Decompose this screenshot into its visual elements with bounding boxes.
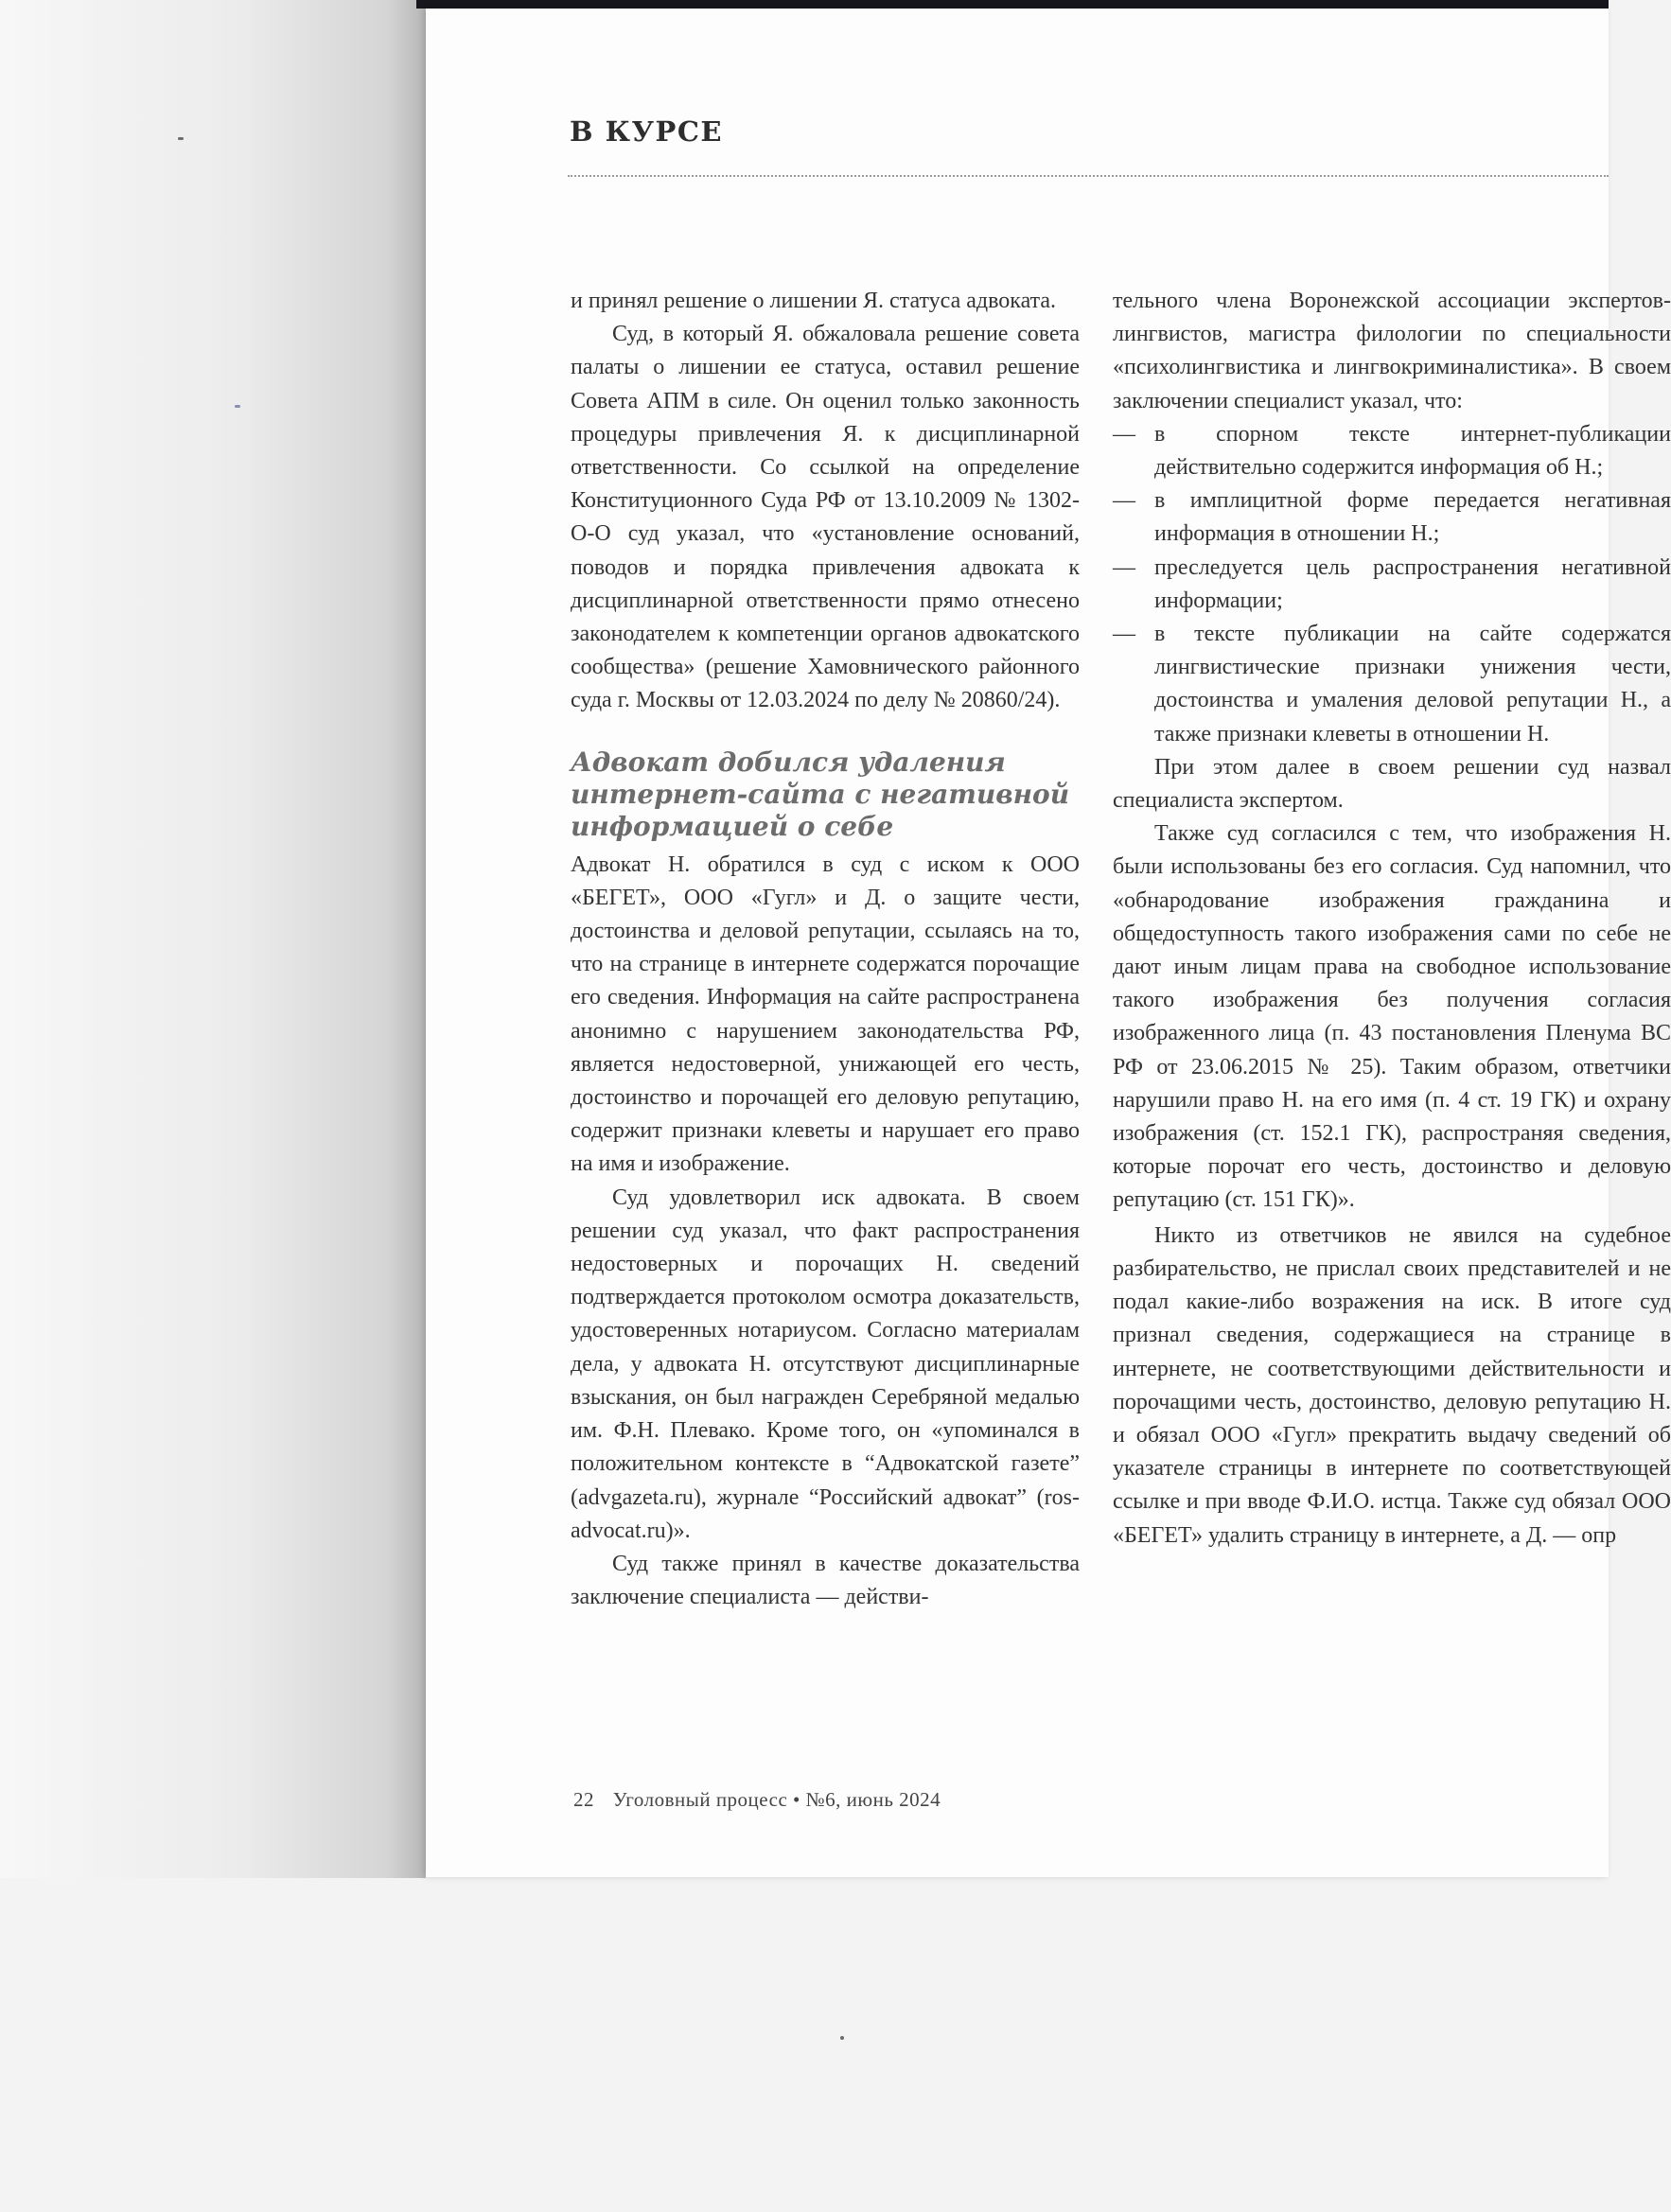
book-spine-shadow: [0, 0, 426, 1878]
paragraph: Также суд согласился с тем, что изображения Н. были использованы без его согласия. Суд напомнил, что «обнародование изображения гражданина и общедоступность такого изображения сами по себе не дают иным лицам права на свободное использование такого изображения без получения согласия изображенного лица (п. 43 постановления Пленума ВС РФ от 23.06.2015 № 25). Таким образом, ответчики нарушили право Н. на его имя (п. 4 ст. 19 ГК) и охрану изображения (ст. 152.1 ГК), распространяя сведения, которые порочат его честь, достоинство и деловую репутацию (ст. 151 ГК)».: [1113, 821, 1671, 1213]
list-item: — в спорном тексте интернет-публикации действительно содержится информация об Н.;: [1113, 418, 1671, 484]
findings-list: [1113, 418, 1671, 751]
paragraph: тельного члена Воронежской ассоциации экспертов-лингвистов, магистра филологии по специальности «психолингвистика и лингвокриминалистика». В своем заключении специалист указал, что:: [1113, 289, 1671, 413]
paragraph: Никто из ответчиков не явился на судебное разбирательство, не прислал своих представителей и не подал какие-либо возражения на иск. В итоге суд признал сведения, содержащиеся на странице в интернете, не соответствующими действительности и порочащими честь, достоинство, деловую репутацию Н. и обязал ООО «Гугл» прекратить выдачу сведений об указателе страницы в интернете по соответствующей ссылке и при вводе Ф.И.О. истца. Также суд обязал ООО «БЕГЕТ» удалить страницу в интернете, а Д. — опр: [1113, 1222, 1671, 1548]
page-footer: [573, 1788, 954, 1812]
scan-speck: [840, 2036, 844, 2040]
scan-speck: [235, 405, 240, 408]
article-heading: Адвокат добился удаления интернет-сайта с негативной информацией о себе: [571, 746, 1070, 842]
journal-issue: Уголовный процесс • №6, июнь 2024: [612, 1788, 941, 1811]
page-number: 22: [573, 1788, 594, 1811]
paragraph: Адвокат Н. обратился в суд с иском к ООО «БЕГЕТ», ООО «Гугл» и Д. о защите чести, достоинства и деловой репутации, ссылаясь на то, что на странице в интернете содержатся порочащие его сведения. Информация на сайте распространена анонимно с нарушением законодательства РФ, является недостоверной, унижающей его честь, достоинство и порочащей его деловую репутацию, содержит признаки клеветы и нарушает его право на имя и изображение.: [571, 851, 1080, 1177]
dash-marker: —: [1113, 622, 1135, 647]
paragraph: Суд удовлетворил иск адвоката. В своем решении суд указал, что факт распространения недостоверных и порочащих Н. сведений подтверждается протоколом осмотра доказательств, удостоверенных нотариусом. Согласно материалам дела, у адвоката Н. отсутствуют дисциплинарные взыскания, он был награжден Серебряной медалью им. Ф.Н. Плевако. Кроме того, он «упоминался в положительном контексте в “Адвокатской газете” (advgazeta.ru), журнале “Российский адвокат” (ros-advocat.ru)».: [571, 1185, 1080, 1543]
list-item: — в имплицитной форме передается негативная информация в отношении Н.;: [1113, 484, 1671, 551]
list-item: — в тексте публикации на сайте содержатся лингвистические признаки унижения чести, достоинства и умаления деловой репутации Н., а также признаки клеветы в отношении Н.: [1113, 618, 1671, 751]
gutter-shadow: [386, 0, 426, 1878]
paragraph: При этом далее в своем решении суд назвал специалиста экспертом.: [1113, 754, 1671, 814]
dash-marker: —: [1113, 421, 1135, 447]
list-item: — преследуется цель распространения негативной информации;: [1113, 552, 1671, 618]
journal-page: [426, 9, 1671, 1877]
paragraph: и принял решение о лишении Я. статуса адвоката.: [571, 289, 1057, 313]
scan-top-edge: [416, 0, 1609, 9]
header-divider: [568, 175, 1609, 177]
left-column: [571, 285, 1080, 1614]
scan-speck: [178, 137, 184, 140]
right-column: [1113, 285, 1671, 1553]
section-title: В КУРСЕ: [570, 115, 724, 148]
dash-marker: —: [1113, 554, 1135, 580]
paragraph: Суд, в который Я. обжаловала решение совета палаты о лишении ее статуса, оставил решение Совета АПМ в силе. Он оценил только законность процедуры привлечения Я. к дисциплинарной ответственности. Со ссылкой на определение Конституционного Суда РФ от 13.10.2009 № 1302-О-О суд указал, что «установление оснований, поводов и порядка привлечения адвоката к дисциплинарной ответственности прямо отнесено законодателем к компетенции органов адвокатского сообщества» (решение Хамовнического районного суда г. Москвы от 12.03.2024 по делу № 20860/24).: [571, 322, 1080, 713]
paragraph: Суд также принял в качестве доказательства заключение специалиста — действи-: [571, 1551, 1080, 1610]
dash-marker: —: [1113, 488, 1135, 514]
